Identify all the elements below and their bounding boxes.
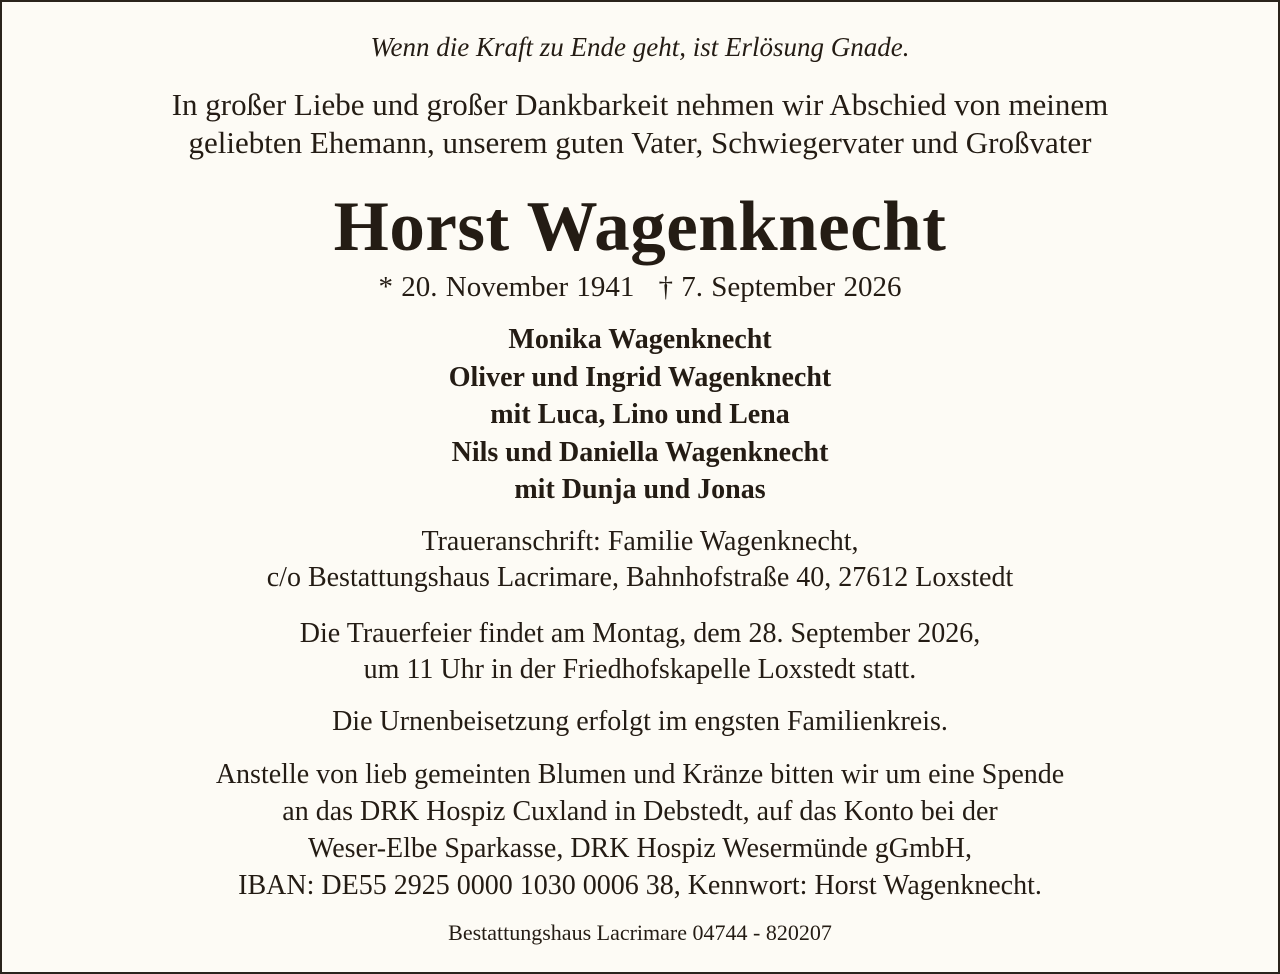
donation-line-4: IBAN: DE55 2925 0000 1030 0006 38, Kennwort: Horst Wagenknecht.	[238, 870, 1042, 901]
intro-line-2: geliebten Ehemann, unserem guten Vater, Schwiegervater und Großvater	[188, 125, 1092, 160]
obituary-notice	[2, 2, 1278, 972]
life-dates	[2, 269, 1278, 305]
funeral-ceremony	[2, 616, 1278, 688]
mourner-line: mit Luca, Lino und Lena	[490, 399, 790, 431]
mourner-line: Oliver und Ingrid Wagenknecht	[448, 361, 832, 393]
donation-line-2: an das DRK Hospiz Cuxland in Debstedt, auf das Konto bei der	[282, 796, 998, 827]
intro-text	[2, 86, 1278, 162]
funeral-home-contact: Bestattungshaus Lacrimare 04744 - 820207	[448, 920, 832, 945]
urn-burial-note: Die Urnenbeisetzung erfolgt im engsten Familienkreis.	[332, 706, 948, 737]
donation-request	[2, 756, 1278, 904]
ceremony-line-1: Die Trauerfeier findet am Montag, dem 28. September 2026,	[299, 618, 981, 649]
mourners-list	[2, 321, 1278, 509]
deceased-name: Horst Wagenknecht	[333, 188, 947, 266]
mourner-line: Monika Wagenknecht	[508, 324, 772, 355]
birth-date: * 20. November 1941	[378, 271, 635, 303]
ceremony-line-2: um 11 Uhr in der Friedhofskapelle Loxstedt statt.	[363, 654, 917, 685]
address-line-1: Traueranschrift: Familie Wagenknecht,	[421, 526, 859, 557]
death-date: † 7. September 2026	[658, 271, 902, 303]
address-line-2: c/o Bestattungshaus Lacrimare, Bahnhofstraße 40, 27612 Loxstedt	[266, 562, 1014, 593]
donation-line-3: Weser-Elbe Sparkasse, DRK Hospiz Wesermünde gGmbH,	[308, 833, 972, 864]
mourner-line: Nils und Daniella Wagenknecht	[451, 436, 829, 468]
mourner-line: mit Dunja und Jonas	[514, 474, 766, 506]
motto: Wenn die Kraft zu Ende geht, ist Erlösung Gnade.	[370, 32, 910, 62]
donation-line-1: Anstelle von lieb gemeinten Blumen und Kränze bitten wir um eine Spende	[215, 759, 1065, 790]
intro-line-1: In großer Liebe und großer Dankbarkeit nehmen wir Abschied von meinem	[171, 87, 1109, 122]
mourning-address	[2, 524, 1278, 596]
